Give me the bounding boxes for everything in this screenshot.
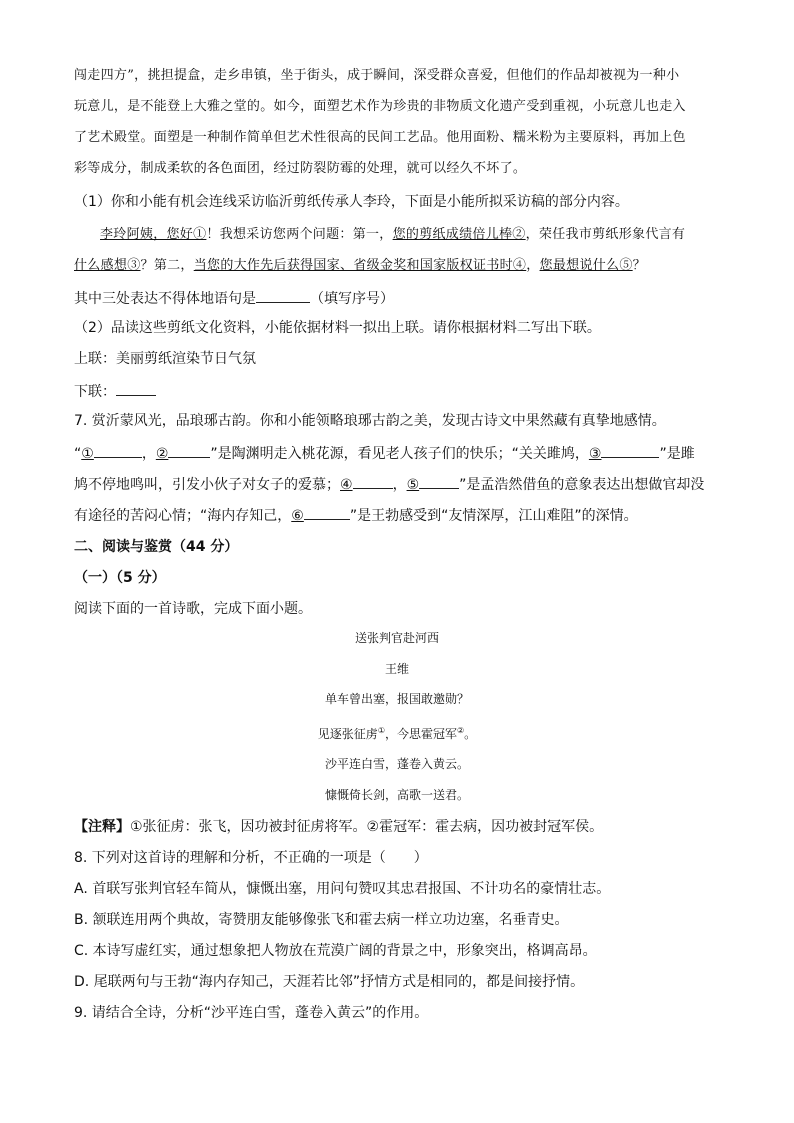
q7-line-3: 鸠不停地鸣叫，引发小伙子对女子的爱慕；④ ，⑤ ”是孟浩然借鱼的意象表达出想做官却没 (74, 473, 704, 495)
answer-blank[interactable] (168, 442, 210, 458)
interview-line-1: 李玲阿姨，您好①！我想采访您两个问题：第一，您的剪纸成绩倍儿棒②，荣任我市剪纸形象代言有 (100, 227, 686, 242)
section-title: 二、阅读与鉴赏（44 分） (74, 539, 239, 555)
interview-phrase-4: 当您的大作先后获得国家、省级金奖和国家版权证书时④ (193, 258, 527, 273)
q7-line-4: 有途径的苦闷心情；“海内存知己，⑥ ”是王勃感受到“友情深厚，江山难阻”的深情。 (74, 504, 638, 526)
answer-blank[interactable] (116, 380, 156, 396)
poem-note: 【注释】①张征虏：张飞，因功被封征虏将军。②霍冠军：霍去病，因功被封冠军侯。 (74, 819, 604, 835)
q8-option-b[interactable]: B. 颔联连用两个典故，寄赞朋友能够像张飞和霍去病一样立功边塞，名垂青史。 (74, 912, 569, 928)
q6-part1-text: （1）你和小能有机会连线采访临沂剪纸传承人李玲，下面是小能所拟采访稿的部分内容。 (74, 194, 629, 210)
section-intro: 阅读下面的一首诗歌，完成下面小题。 (74, 601, 312, 617)
q9-stem: 9. 请结合全诗，分析“沙平连白雪，蓬卷入黄云”的作用。 (74, 1005, 429, 1021)
poem-line-4: 慷慨倚长剑，高歌一送君。 (324, 788, 469, 802)
subsection-title: （一）（5 分） (74, 570, 166, 586)
q6-part2-text: （2）品读这些剪纸文化资料，小能依据材料一拟出上联。请你根据材料二写出下联。 (74, 320, 601, 336)
poem-line-3: 沙平连白雪，蓬卷入黄云。 (324, 757, 469, 771)
q8-option-d[interactable]: D. 尾联两句与王勃“海内存知己，天涯若比邻”抒情方式是相同的，都是间接抒情。 (74, 974, 585, 990)
interview-phrase-5: 您最想说什么⑤ (539, 258, 633, 273)
q6-part1-question: 其中三处表达不得体地语句是 （填写序号） (74, 287, 394, 309)
answer-blank[interactable] (601, 442, 659, 458)
poem-line-1: 单车曾出塞，报国敢邀勋？ (324, 692, 469, 706)
interview-phrase-1: 李玲阿姨，您好① (100, 227, 207, 242)
interview-phrase-3: 什么感想③ (74, 258, 141, 273)
q8-stem: 8. 下列对这首诗的理解和分析，不正确的一项是（ ） (74, 850, 428, 866)
q7-stem: 7. 赏沂蒙风光，品琅琊古韵。你和小能领略琅琊古韵之美，发现古诗文中果然藏有真挚地感情。 (74, 413, 666, 429)
answer-blank[interactable] (304, 504, 350, 520)
answer-blank[interactable] (94, 442, 142, 458)
answer-blank[interactable] (419, 473, 459, 489)
interview-phrase-2: 您的剪纸成绩倍儿棒② (392, 227, 526, 242)
poem-title: 送张判官赴河西 (354, 631, 439, 645)
q8-option-c[interactable]: C. 本诗写虚红实，通过想象把人物放在荒漠广阔的背景之中，形象突出，格调高昂。 (74, 943, 597, 959)
q8-option-a[interactable]: A. 首联写张判官轻车简从，慷慨出塞，用问句赞叹其忠君报国、不计功名的豪情壮志。 (74, 881, 611, 897)
poem-line-2: 见逐张征虏①，今思霍冠军②。 (317, 726, 477, 741)
interview-line-2: 什么感想③？第二，当您的大作先后获得国家、省级金奖和国家版权证书时④，您最想说什么⑤？ (74, 258, 646, 273)
passage-line-2: 玩意儿，是不能登上大雅之堂的。如今，面塑艺术作为珍贵的非物质文化遗产受到重视，小玩意儿也走入 (74, 99, 686, 114)
passage-line-3: 了艺术殿堂。面塑是一种制作简单但艺术性很高的民间工艺品。他用面粉、糯米粉为主要原料，再加上色 (74, 130, 686, 145)
passage-line-4: 彩等成分，制成柔软的各色面团，经过防裂防霉的处理，就可以经久不坏了。 (74, 161, 527, 176)
passage-line-1: 闯走四方”，挑担提盒，走乡串镇，坐于街头，成于瞬间，深受群众喜爱，但他们的作品却被视为一种小 (74, 68, 680, 83)
q7-line-2: “① ，② ”是陶渊明走入桃花源，看见老人孩子们的快乐；“关关雎鸠，③ ”是雎 (74, 442, 695, 464)
answer-blank[interactable] (353, 473, 393, 489)
poem-author: 王维 (384, 662, 409, 676)
lower-couplet: 下联： (74, 380, 156, 402)
answer-blank[interactable] (256, 287, 310, 303)
upper-couplet: 上联：美丽剪纸渲染节日气氛 (74, 351, 256, 367)
